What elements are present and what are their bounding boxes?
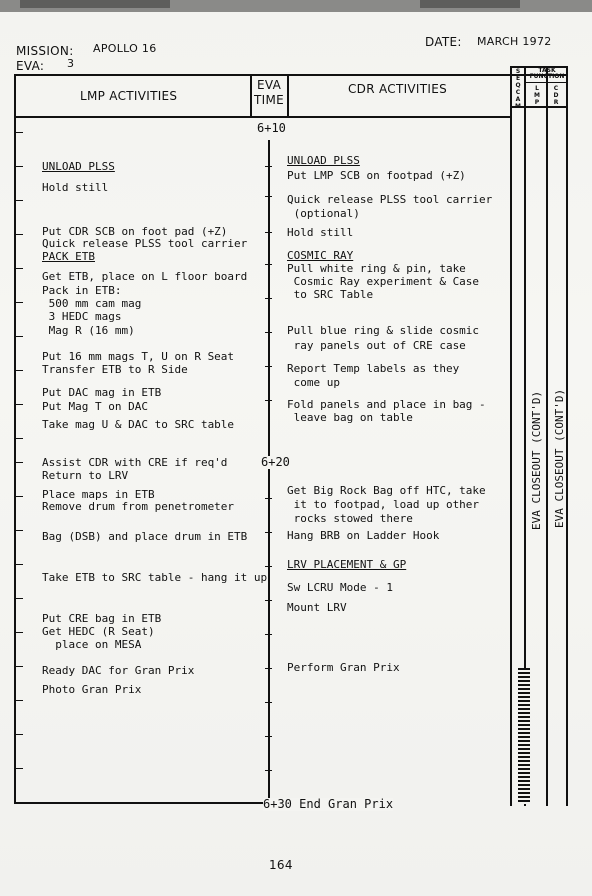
cdr-activity: LRV PLACEMENT & GP	[287, 558, 407, 571]
eva-col-left	[250, 74, 252, 117]
cdr-activity: to SRC Table	[287, 288, 374, 301]
lmp-activity: Photo Gran Prix	[42, 683, 142, 696]
cdr-activity: Pull white ring & pin, take	[287, 262, 466, 275]
task-function-divider	[525, 82, 567, 83]
lmp-activities-header: LMP ACTIVITIES	[80, 89, 178, 103]
lmp-activity: Transfer ETB to R Side	[42, 363, 188, 376]
cdr-task-header: C D R	[553, 85, 559, 106]
time-6-30-end-gran-prix: 6+30 End Gran Prix	[263, 797, 394, 811]
lmp-activity: Place maps in ETB	[42, 488, 155, 501]
lmp-activity: Mag R (16 mm)	[42, 324, 135, 337]
cdr-activity: UNLOAD PLSS	[287, 154, 360, 167]
cdr-activity: come up	[287, 376, 340, 389]
cdr-activity: Quick release PLSS tool carrier	[287, 193, 493, 206]
eva-time-header-2: TIME	[254, 93, 285, 107]
eva-col-right	[287, 74, 289, 117]
lmp-activity: Assist CDR with CRE if req'd	[42, 456, 228, 469]
lmp-activity: Pack in ETB:	[42, 284, 122, 297]
lmp-activity: Bag (DSB) and place drum in ETB	[42, 530, 248, 543]
header-bottom-border	[14, 116, 512, 118]
cdr-activity: Put LMP SCB on footpad (+Z)	[287, 169, 466, 182]
lmp-activity: Hold still	[42, 181, 109, 194]
cdr-activity: Pull blue ring & slide cosmic	[287, 324, 480, 337]
cdr-activity: Cosmic Ray experiment & Case	[287, 275, 480, 288]
cdr-activity: leave bag on table	[287, 411, 413, 424]
lmp-activity: Ready DAC for Gran Prix	[42, 664, 195, 677]
lmp-activity: 3 HEDC mags	[42, 310, 122, 323]
eva-value: 3	[67, 57, 75, 70]
lmp-activity: Return to LRV	[42, 469, 129, 482]
top-strip	[0, 0, 592, 12]
cdr-task-col-border	[566, 66, 568, 806]
cdr-activities-header: CDR ACTIVITIES	[348, 82, 448, 96]
lmp-activity: UNLOAD PLSS	[42, 160, 115, 173]
cdr-activity: Perform Gran Prix	[287, 661, 400, 674]
date-label: DATE:	[425, 35, 462, 49]
time-axis	[268, 140, 270, 806]
eva-time-header-1: EVA	[257, 78, 282, 92]
cdr-activity: Report Temp labels as they	[287, 362, 460, 375]
cdr-activity: Hang BRB on Ladder Hook	[287, 529, 440, 542]
cdr-activity: (optional)	[287, 207, 360, 220]
mission-label: MISSION:	[16, 44, 74, 58]
lmp-activity: Quick release PLSS tool carrier	[42, 237, 248, 250]
lmp-activity: Put CDR SCB on foot pad (+Z)	[42, 225, 228, 238]
cdr-task-label: EVA CLOSEOUT (CONT'D)	[553, 388, 566, 528]
lmp-activity: Take ETB to SRC table - hang it up	[42, 571, 268, 584]
lmp-task-col-border	[546, 66, 548, 806]
time-6-10: 6+10	[257, 121, 286, 135]
seq-cam-activity-bar	[518, 668, 530, 804]
time-6-20: 6+20	[261, 455, 290, 469]
cdr-activity: Mount LRV	[287, 601, 347, 614]
lmp-activity: Put 16 mm mags T, U on R Seat	[42, 350, 235, 363]
lmp-activity: PACK ETB	[42, 250, 95, 263]
left-border	[14, 74, 16, 804]
page-number: 164	[269, 858, 293, 872]
lmp-task-label: EVA CLOSEOUT (CONT'D)	[530, 390, 543, 530]
cdr-activity: ray panels out of CRE case	[287, 339, 466, 352]
table-top-border	[14, 74, 567, 76]
lmp-activity: Get ETB, place on L floor board	[42, 270, 248, 283]
cdr-activity: Get Big Rock Bag off HTC, take	[287, 484, 486, 497]
lmp-activity: Remove drum from penetrometer	[42, 500, 235, 513]
lmp-activity: Put CRE bag in ETB	[42, 612, 162, 625]
cdr-activity: COSMIC RAY	[287, 249, 354, 262]
seq-cam-header: S E Q C A M	[515, 68, 521, 110]
lmp-task-header: L M P	[534, 85, 540, 106]
cdr-activity: Fold panels and place in bag -	[287, 398, 486, 411]
lmp-activity: Put Mag T on DAC	[42, 400, 148, 413]
lmp-activity: 500 mm cam mag	[42, 297, 142, 310]
lmp-activity: Get HEDC (R Seat)	[42, 625, 155, 638]
mission-value: APOLLO 16	[93, 42, 157, 55]
lmp-activity: place on MESA	[42, 638, 142, 651]
lmp-activity: Take mag U & DAC to SRC table	[42, 418, 235, 431]
eva-label: EVA:	[16, 59, 45, 73]
activities-right-border	[510, 66, 512, 806]
cdr-activity: Sw LCRU Mode - 1	[287, 581, 393, 594]
date-value: MARCH 1972	[477, 35, 552, 48]
task-function-header: TASK FUNCTION	[529, 67, 565, 80]
bottom-border	[14, 802, 264, 804]
lmp-activity: Put DAC mag in ETB	[42, 386, 162, 399]
cdr-activity: it to footpad, load up other	[287, 498, 480, 511]
cdr-activity: Hold still	[287, 226, 354, 239]
cdr-activity: rocks stowed there	[287, 512, 413, 525]
